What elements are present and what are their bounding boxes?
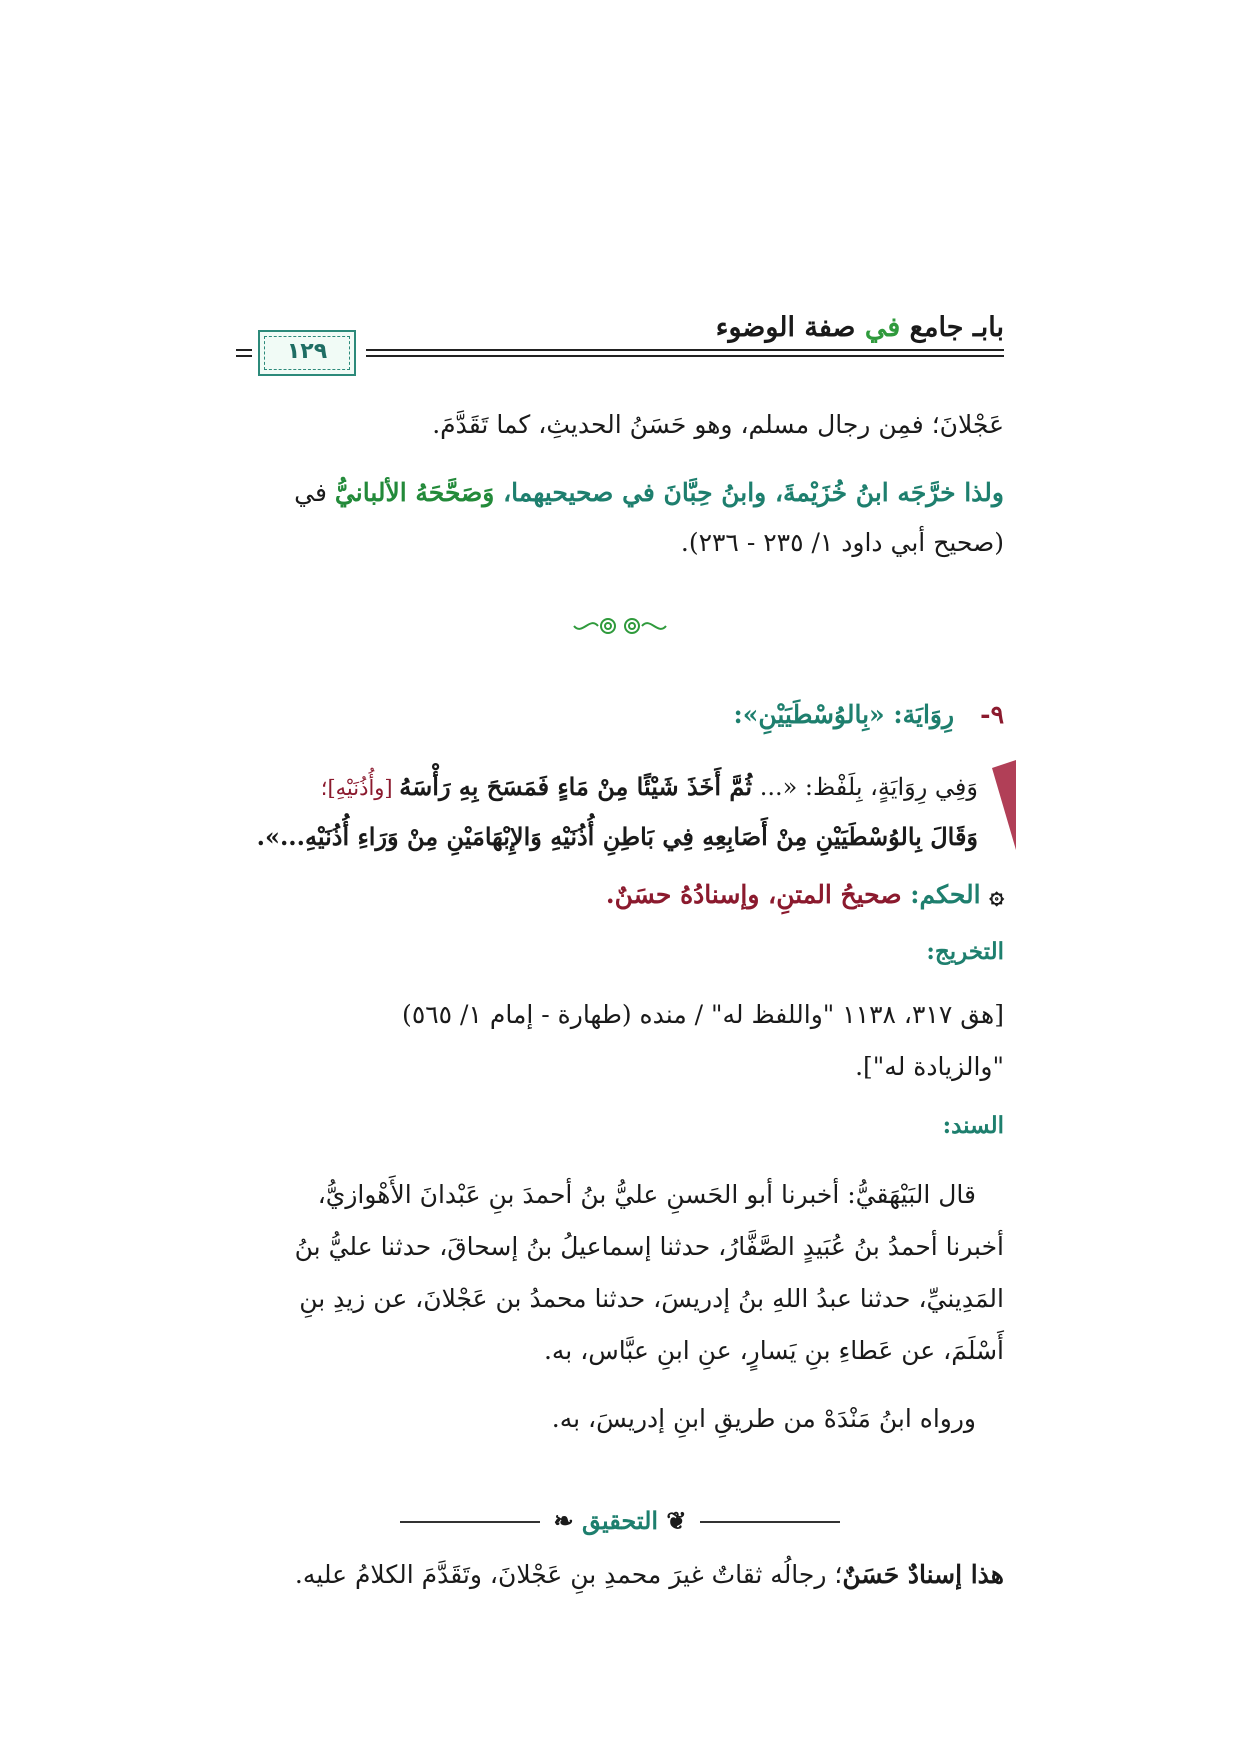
tahqiq-heading xyxy=(0,1506,1240,1535)
tahqiq-text xyxy=(295,1560,1004,1589)
ruling-bullet-icon: ۞ xyxy=(989,880,1004,909)
header-rule-left xyxy=(236,349,252,351)
quote-corner-icon xyxy=(988,760,1016,850)
paragraph-2-b: وَصَحَّحَهُ الألبانيُّ xyxy=(334,478,495,507)
sanad-line-3: المَدِينيِّ، حدثنا عبدُ اللهِ بنُ إدريسَ، حدثنا محمدُ بن عَجْلانَ، عن زيدِ بنِ xyxy=(299,1284,1004,1313)
header-rule-right-2 xyxy=(366,355,1004,357)
header-rule-right xyxy=(366,349,1004,351)
header-accent: في xyxy=(864,312,901,343)
paragraph-2 xyxy=(294,478,1004,507)
takhrij-line-2: "والزيادة له"]. xyxy=(855,1052,1004,1081)
header-suffix: صفة الوضوء xyxy=(715,312,865,343)
section-number: ٩- xyxy=(980,700,1004,729)
quote-line-1 xyxy=(321,772,978,801)
quote-bold: ثُمَّ أَخَذَ شَيْئًا مِنْ مَاءٍ فَمَسَحَ بِهِ رَأْسَهُ xyxy=(399,772,753,801)
paragraph-3: (صحيح أبي داود ١/ ٢٣٥ - ٢٣٦). xyxy=(680,528,1004,557)
sanad-heading: السند: xyxy=(942,1112,1004,1139)
tahqiq-lead: هذا إسنادٌ حَسَنٌ xyxy=(842,1560,1004,1589)
tahqiq-ornament-right-icon: ❦ xyxy=(658,1506,687,1535)
ruling-text: صحيحُ المتنِ، وإسنادُهُ حسَنٌ. xyxy=(605,880,911,909)
page-number: ١٢٩ xyxy=(286,339,328,364)
paragraph-2-c: في xyxy=(294,478,335,507)
quote-line-2: وَقَالَ بِالوُسْطَيَيْنِ مِنْ أَصَابِعِهِ فِي بَاطِنِ أُذُنَيْهِ وَالإِبْهَامَيْنِ مِنْ وَرَاءِ أُذُنَيْهِ...». xyxy=(256,822,978,851)
ruling-label: الحكم: xyxy=(910,880,981,909)
tahqiq-heading-text: التحقيق xyxy=(581,1506,659,1535)
sanad-line-1: قال البَيْهَقيُّ: أخبرنا أبو الحَسنِ عليُّ بنُ أحمدَ بنِ عَبْدانَ الأَهْوازيُّ، xyxy=(317,1180,976,1209)
page-number-badge xyxy=(258,330,356,376)
floral-separator-icon xyxy=(570,612,670,640)
tahqiq-body: ؛ رجالُه ثقاتٌ غيرَ محمدِ بنِ عَجْلانَ، وتَقَدَّمَ الكلامُ عليه. xyxy=(294,1560,843,1589)
chapter-header xyxy=(716,312,1004,343)
sanad-line-2: أخبرنا أحمدُ بنُ عُبَيدٍ الصَّفَّارُ، حدثنا إسماعيلُ بنُ إسحاقَ، حدثنا عليُّ بنُ xyxy=(294,1232,1004,1261)
takhrij-line-1: [هق ٣١٧، ١١٣٨ "واللفظ له" / منده (طهارة - إمام ١/ ٥٦٥) xyxy=(402,1000,1004,1029)
paragraph-2-a: ولذا خرَّجَه ابنُ خُزَيْمةَ، وابنُ حِبَّانَ في صحيحيهما، xyxy=(503,478,1004,507)
quote-addition: [وأُذُنَيْهِ]؛ xyxy=(320,776,400,800)
sanad-line-5: ورواه ابنُ مَنْدَهْ من طريقِ ابنِ إدريسَ، به. xyxy=(551,1404,976,1433)
section-heading xyxy=(734,700,1005,729)
ruling-line xyxy=(606,880,1004,909)
quote-lead: وَفِي رِوَايَةٍ، بِلَفْظ: «... xyxy=(752,773,978,801)
section-title: رِوَايَة: «بِالوُسْطَيَيْنِ»: xyxy=(733,700,955,729)
takhrij-heading: التخريج: xyxy=(926,938,1004,965)
header-prefix: بابـ جامع xyxy=(900,312,1004,343)
paragraph-1: عَجْلانَ؛ فمِن رجال مسلم، وهو حَسَنُ الحديثِ، كما تَقَدَّمَ. xyxy=(432,410,1004,439)
header-rule-left-2 xyxy=(236,355,252,357)
tahqiq-ornament-left-icon: ❧ xyxy=(553,1506,582,1535)
sanad-line-4: أَسْلَمَ، عن عَطاءِ بنِ يَسارٍ، عنِ ابنِ عبَّاس، به. xyxy=(543,1336,1004,1365)
